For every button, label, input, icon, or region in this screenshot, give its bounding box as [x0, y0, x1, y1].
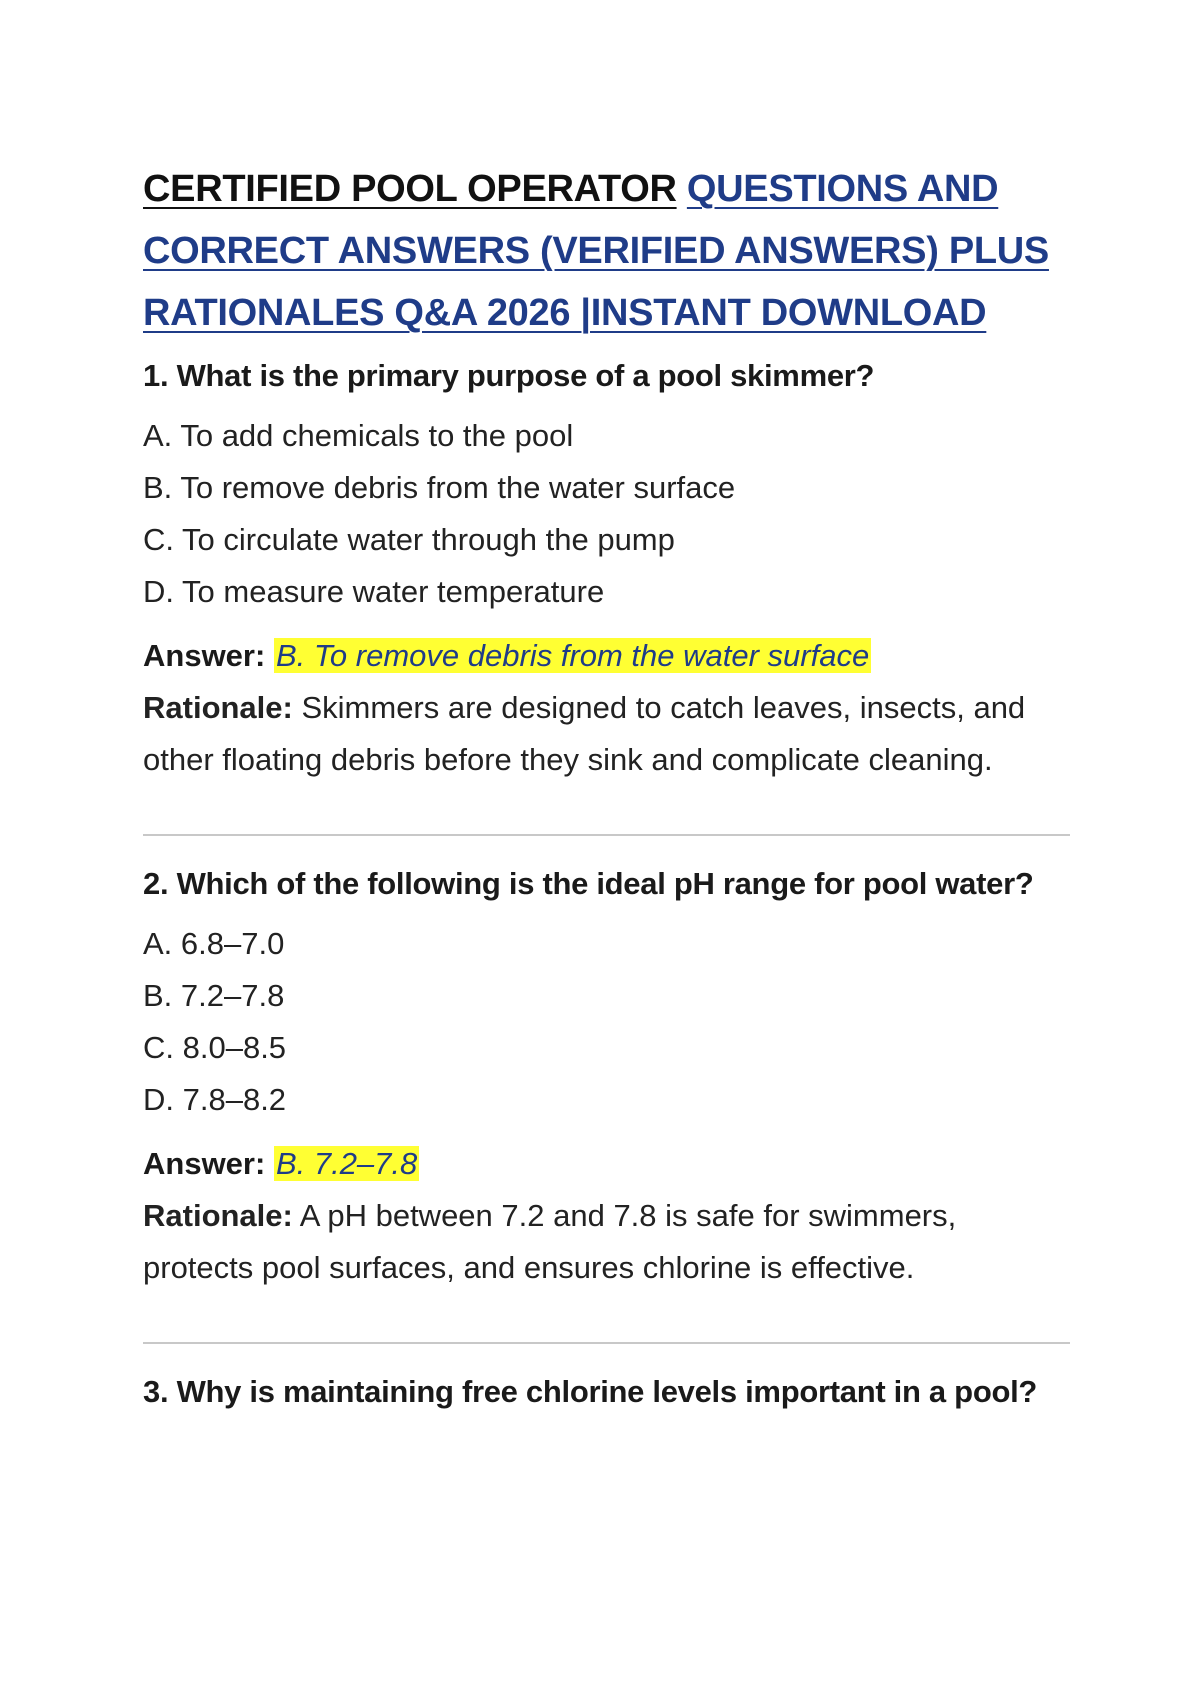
question-2-option-a: A. 6.8–7.0 — [143, 926, 285, 961]
question-1 — [143, 356, 1073, 786]
title-line-3: RATIONALES Q&A 2026 |INSTANT DOWNLOAD — [143, 292, 987, 334]
question-1-option-c: C. To circulate water through the pump — [143, 522, 675, 557]
question-1-answer-value: B. To remove debris from the water surface — [275, 638, 870, 673]
divider — [143, 834, 1070, 836]
question-1-option-a: A. To add chemicals to the pool — [143, 418, 574, 453]
question-2 — [143, 864, 1073, 1294]
question-2-option-c: C. 8.0–8.5 — [143, 1030, 287, 1065]
question-1-option-d: D. To measure water temperature — [143, 574, 605, 609]
document-title — [143, 158, 1073, 344]
question-1-option-b: B. To remove debris from the water surface — [143, 470, 736, 505]
title-part-blue: QUESTIONS AND — [686, 168, 999, 210]
title-part-black: CERTIFIED POOL OPERATOR — [143, 168, 677, 210]
question-2-answer-value: B. 7.2–7.8 — [275, 1146, 418, 1181]
question-2-rationale-text: A pH between 7.2 and 7.8 is safe for swimmers, protects pool surfaces, and ensures chlorine is effective. — [143, 1198, 957, 1285]
answer-label: Answer: — [143, 1146, 266, 1181]
question-1-text: 1. What is the primary purpose of a pool skimmer? — [143, 358, 875, 393]
question-1-rationale — [143, 682, 1073, 786]
question-2-rationale — [143, 1190, 1073, 1294]
divider — [143, 1342, 1070, 1344]
question-1-answer — [143, 630, 1073, 682]
question-1-rationale-text: Skimmers are designed to catch leaves, insects, and other floating debris before they sink and complicate cleaning. — [143, 690, 1026, 777]
question-3-text: 3. Why is maintaining free chlorine levels important in a pool? — [143, 1374, 1038, 1409]
question-2-option-d: D. 7.8–8.2 — [143, 1082, 287, 1117]
question-2-options — [143, 918, 1073, 1126]
question-2-answer — [143, 1138, 1073, 1190]
question-3 — [143, 1372, 1073, 1412]
question-2-option-b: B. 7.2–7.8 — [143, 978, 285, 1013]
document-page — [143, 158, 1073, 1412]
question-2-text: 2. Which of the following is the ideal pH range for pool water? — [143, 866, 1034, 901]
rationale-label: Rationale: — [143, 1198, 293, 1233]
answer-label: Answer: — [143, 638, 266, 673]
title-line-2: CORRECT ANSWERS (VERIFIED ANSWERS) PLUS — [143, 230, 1049, 272]
question-1-options — [143, 410, 1073, 618]
rationale-label: Rationale: — [143, 690, 293, 725]
